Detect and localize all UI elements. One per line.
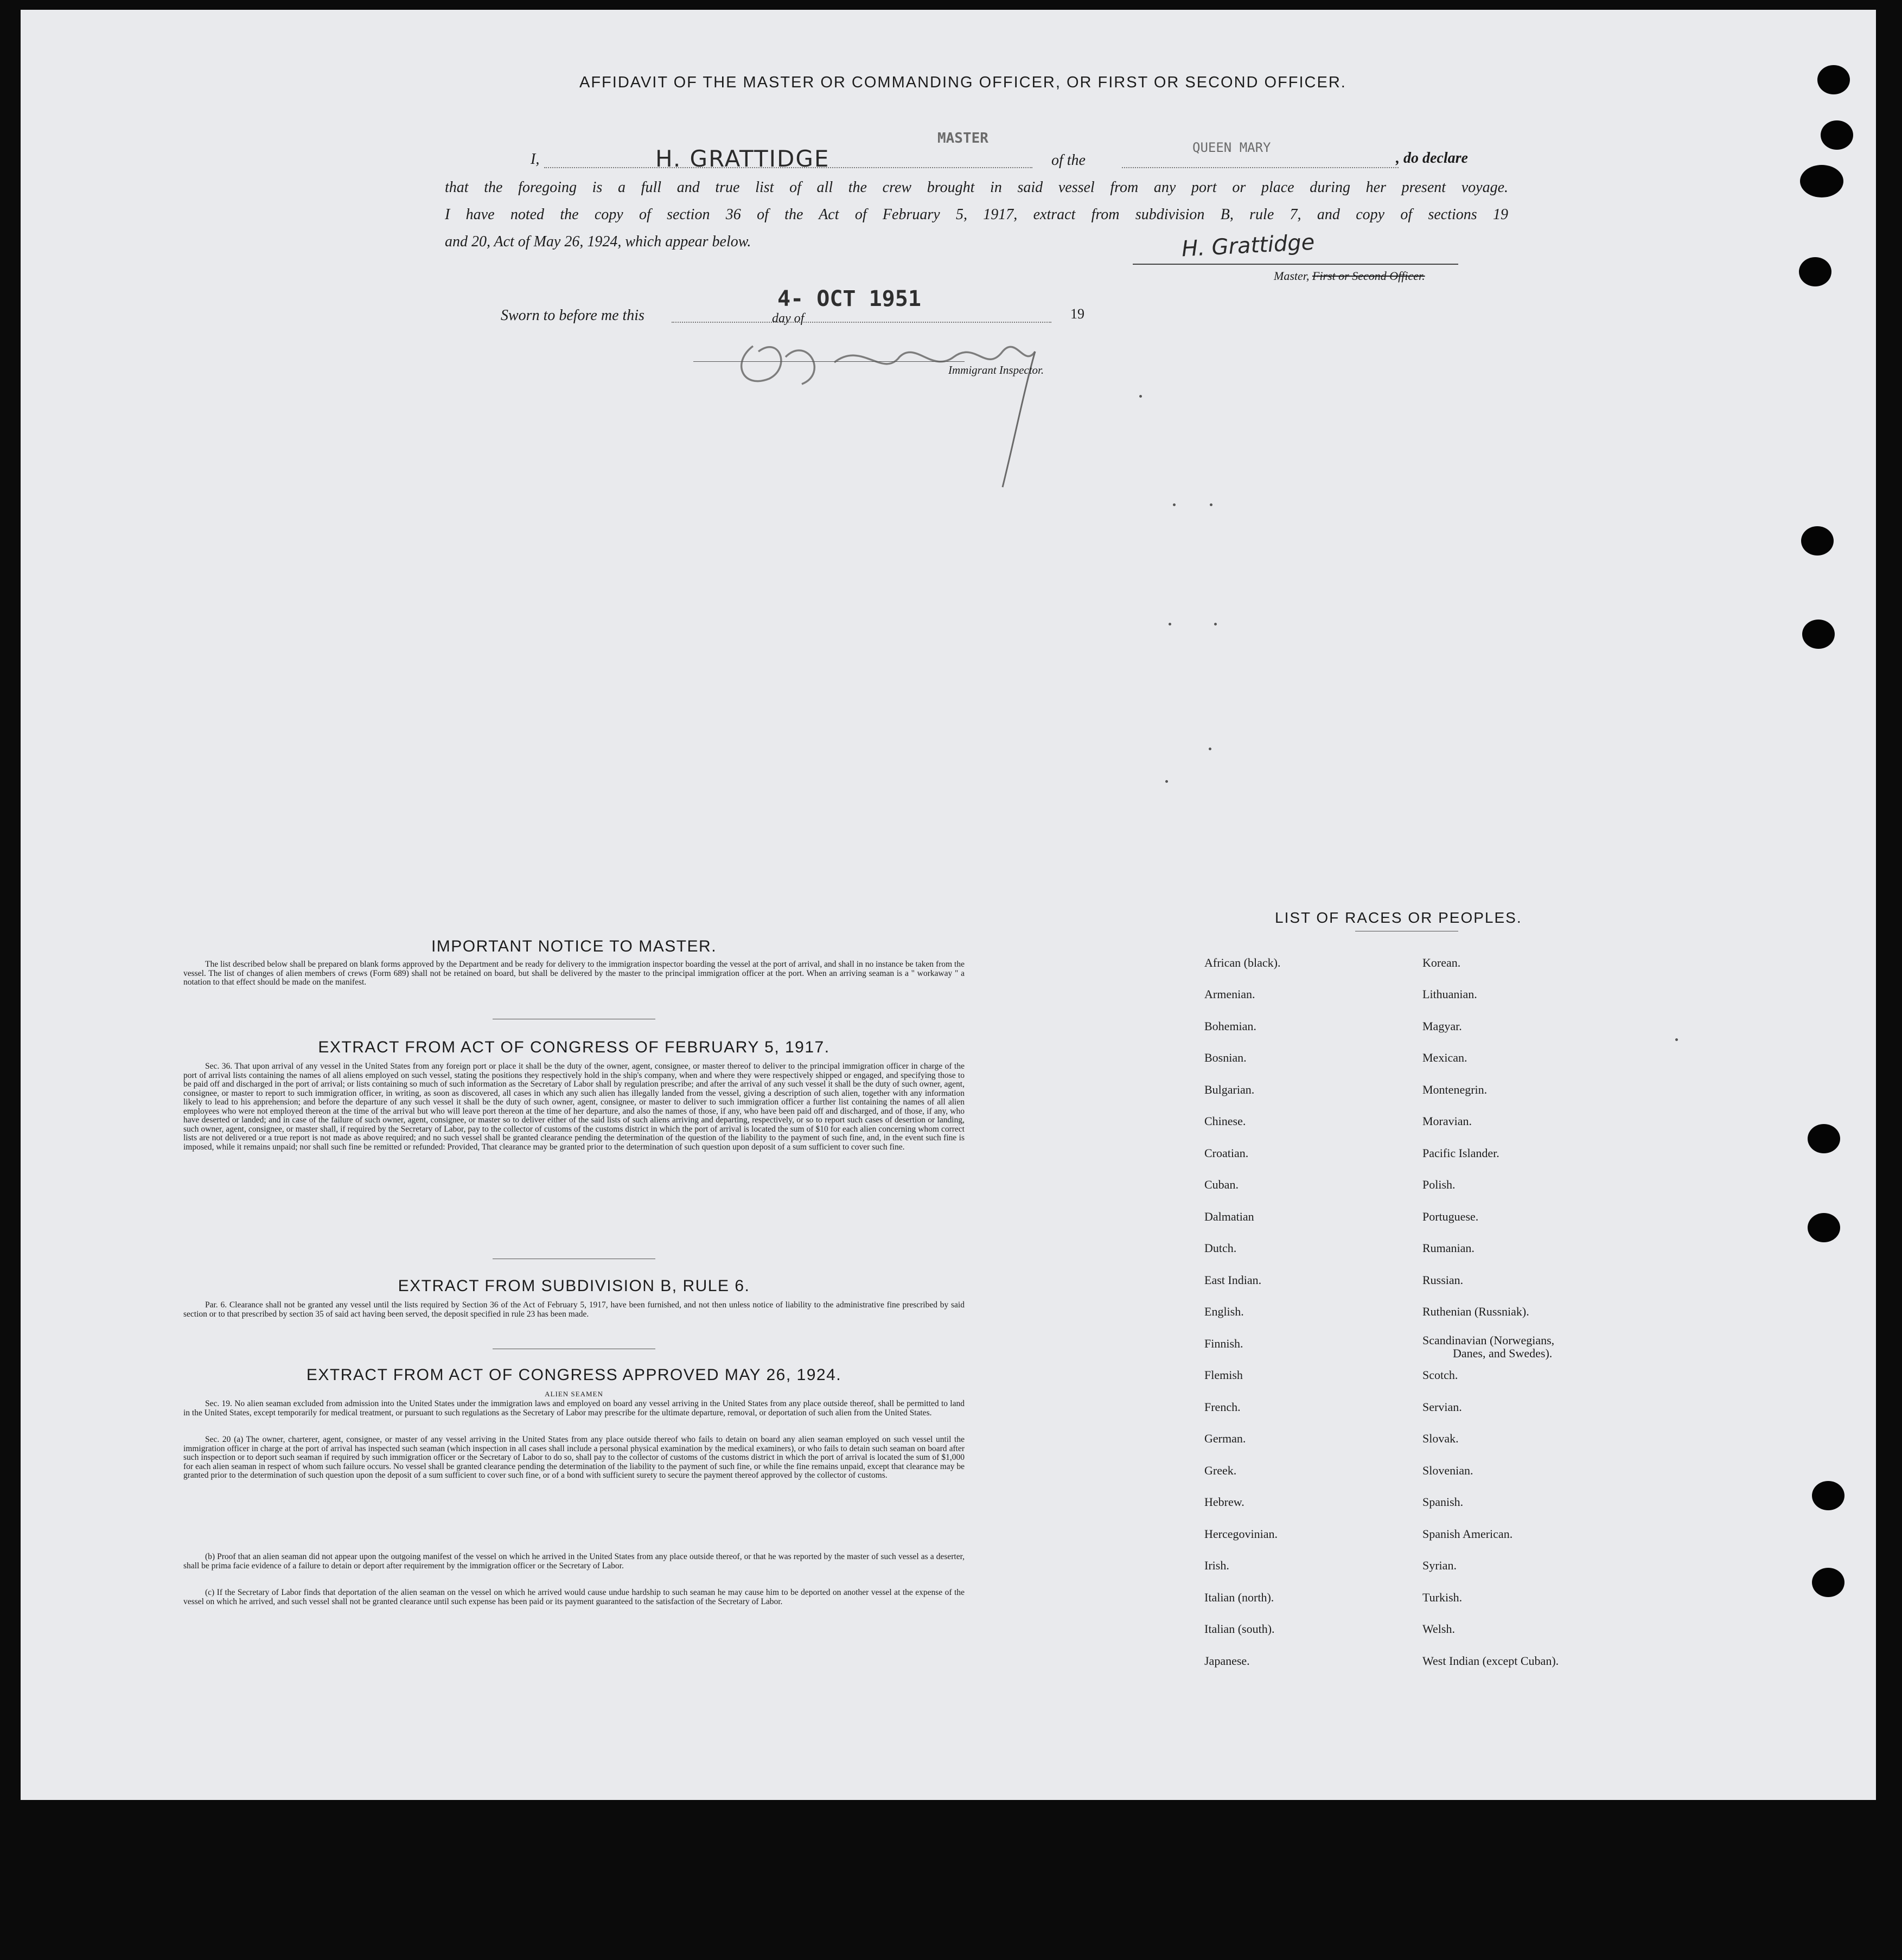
race-left-9: Dutch. — [1204, 1241, 1237, 1255]
race-right-16: Slovenian. — [1422, 1464, 1473, 1477]
scan-speck — [1210, 503, 1212, 506]
race-left-6: Croatian. — [1204, 1146, 1249, 1160]
race-right-4: Montenegrin. — [1422, 1083, 1488, 1096]
master-name: H. GRATTIDGE — [655, 145, 830, 172]
signature-line — [1133, 264, 1458, 265]
affidavit-title: AFFIDAVIT OF THE MASTER OR COMMANDING OFFICER, OR FIRST OR SECOND OFFICER. — [579, 74, 1346, 91]
race-right-20: Turkish. — [1422, 1591, 1463, 1604]
race-left-0: African (black). — [1204, 956, 1281, 969]
punch-hole — [1800, 165, 1843, 197]
affidavit-body-line-1: that the foregoing is a full and true list of all the crew brought in said vessel from any port or place during her present voyage. — [445, 179, 1508, 196]
race-right-3: Mexican. — [1422, 1051, 1467, 1064]
race-right-13: Scotch. — [1422, 1368, 1458, 1382]
subdivision-text: Par. 6. Clearance shall not be granted any vessel until the lists required by Section 36 of the Act of February 5, 1917, have been furnished, and not then unless notice of liability to the administrative fine prescribed by said section or to that prescribed by section 35 of said act having been served, the deposit specified in rule 23 has been made. — [183, 1300, 965, 1319]
race-left-1: Armenian. — [1204, 987, 1255, 1001]
race-right-15: Slovak. — [1422, 1432, 1459, 1445]
document-page — [21, 10, 1876, 1800]
race-right-19: Syrian. — [1422, 1559, 1457, 1572]
race-left-4: Bulgarian. — [1204, 1083, 1255, 1096]
race-left-7: Cuban. — [1204, 1178, 1239, 1191]
sworn-label: Sworn to before me this — [501, 307, 644, 324]
signature-caption — [1274, 269, 1425, 283]
race-right-7: Polish. — [1422, 1178, 1456, 1191]
notice-text: The list described below shall be prepared on blank forms approved by the Department and be ready for delivery to the immigration inspector boarding the vessel at the port of arrival, and shall in no instance be taken from the vessel. The list of changes of alien members of crews (Form 689) shall not be retained on board, but shall be delivered by the master to the principal immigration officer at the port. When an arriving seaman is a " workaway " a notation to that effect should be made on the manifest. — [183, 960, 965, 987]
punch-hole — [1812, 1568, 1844, 1597]
race-left-11: English. — [1204, 1305, 1244, 1318]
extract-1917-title: EXTRACT FROM ACT OF CONGRESS OF FEBRUARY 5, 1917. — [318, 1038, 830, 1056]
race-left-15: German. — [1204, 1432, 1246, 1445]
punch-hole — [1802, 620, 1835, 649]
scan-speck — [1173, 503, 1176, 506]
sec-20b-text: (b) Proof that an alien seaman did not appear upon the outgoing manifest of the vessel on which he arrived in the United States from any place outside thereof, or that he was reported by the master of such vessel as a deserter, shall be prima facie evidence of a failure to detain or deport after requirement by the immigration officer or the Secretary of Labor. — [183, 1552, 965, 1570]
scan-speck — [1214, 623, 1217, 625]
subdivision-title: EXTRACT FROM SUBDIVISION B, RULE 6. — [398, 1277, 750, 1295]
race-right-8: Portuguese. — [1422, 1210, 1479, 1223]
race-left-18: Hercegovinian. — [1204, 1527, 1278, 1541]
extract-1924-subtitle: ALIEN SEAMEN — [545, 1390, 603, 1398]
sec-20c-text: (c) If the Secretary of Labor finds that deportation of the alien seaman on the vessel on which he arrived would cause undue hardship to such seaman he may cause him to be deported on another vessel at the expense of the vessel on which he arrived, and such vessel shall not be granted clearance until such expense has been paid or its payment guaranteed to the satisfaction of the Secretary of Labor. — [183, 1588, 965, 1606]
notice-title: IMPORTANT NOTICE TO MASTER. — [431, 937, 717, 955]
race-right-21: Welsh. — [1422, 1622, 1455, 1636]
affidavit-i-label: I, — [531, 151, 540, 168]
race-left-5: Chinese. — [1204, 1114, 1246, 1128]
caption-master: Master, — [1274, 269, 1310, 283]
inspector-signature-line — [693, 361, 965, 362]
affidavit-body-line-2: I have noted the copy of section 36 of the Act of February 5, 1917, extract from subdivision B, rule 7, and copy of sections 19 — [445, 206, 1508, 223]
race-right-12: Scandinavian (Norwegians, — [1422, 1333, 1555, 1347]
race-right-2: Magyar. — [1422, 1019, 1462, 1033]
sec-20a-text: Sec. 20 (a) The owner, charterer, agent, consignee, or master of any vessel arriving in the United States from any place outside thereof who fails to detain on board any alien seaman employed on such vessel until the immigration officer in charge at the port of arrival has inspected such seaman (which inspection in all cases shall include a personal physical examination by the medical examiners), or who fails to detain such seaman on board after such inspection or to deport such seaman if required by such immigration officer or the Secretary of Labor to do so, shall pay to the collector of customs of the customs district in which the port of arrival is located the sum of $1,000 for each alien seaman in respect of whom such failure occurs. No vessel shall be granted clearance pending the determination of the liability to the payment of such fine, or while the fine remains unpaid, except that clearance may be granted prior to the determination of such question upon the deposit of a sum sufficient to cover such fine, or of a bond with sufficient surety to secure the payment thereof approved by the collector of customs. — [183, 1435, 965, 1480]
race-right-11: Ruthenian (Russniak). — [1422, 1305, 1529, 1318]
race-left-12: Finnish. — [1204, 1337, 1243, 1350]
scan-speck — [1169, 623, 1171, 625]
day-of-label: day of — [772, 311, 805, 325]
vessel-name: QUEEN MARY — [1192, 140, 1271, 155]
race-left-14: French. — [1204, 1400, 1241, 1414]
scan-speck — [1209, 748, 1211, 750]
race-left-22: Japanese. — [1204, 1654, 1250, 1668]
year-prefix: 19 — [1070, 306, 1084, 322]
race-left-19: Irish. — [1204, 1559, 1229, 1572]
race-right-10: Russian. — [1422, 1273, 1464, 1287]
vessel-name-line — [1122, 167, 1399, 168]
race-right-0: Korean. — [1422, 956, 1461, 969]
race-right-22: West Indian (except Cuban). — [1422, 1654, 1559, 1668]
sworn-date-stamp: 4- OCT 1951 — [777, 286, 921, 311]
race-right-6: Pacific Islander. — [1422, 1146, 1499, 1160]
race-right-18: Spanish American. — [1422, 1527, 1513, 1541]
punch-hole — [1808, 1213, 1840, 1242]
inspector-caption: Immigrant Inspector. — [948, 363, 1044, 376]
race-left-3: Bosnian. — [1204, 1051, 1247, 1064]
race-right-9: Rumanian. — [1422, 1241, 1475, 1255]
scan-speck — [1675, 1038, 1678, 1041]
race-left-20: Italian (north). — [1204, 1591, 1274, 1604]
extract-1917-text: Sec. 36. That upon arrival of any vessel in the United States from any foreign port or place it shall be the duty of the owner, agent, consignee, or master thereof to deliver to the principal immigration officer in charge of the port of arrival lists containing the names of all aliens employed on such vessel, stating the positions they respectively hold in the ship's company, when and where they were respectively shipped or engaged, and specifying those to be paid off and discharged in the port of arrival; or lists containing so much of such information as the Secretary of Labor shall by regulation prescribe; and after the arrival of any such vessel it shall be the duty of such owner, agent, consignee, or master to report to such immigration officer, in writing, as soon as discovered, all cases in which any such alien has illegally landed from the vessel, giving a description of such alien, together with any information likely to lead to his apprehension; and before the departure of any such vessel it shall be the duty of such owner, agent, consignee, or master to deliver to such immigration officer a further list containing the names of all alien employees who were not employed thereon at the time of the arrival but who will leave port thereon at the time of her departure, and also the names of those, if any, who have been paid off and discharged, and of those, if any, who have deserted or landed; and in case of the failure of such owner, agent, consignee, or master so to deliver either of the said lists of such aliens arriving and departing, respectively, or so to report such cases of desertion or landing, such owner, agent, consignee, or master shall, if required by the Secretary of Labor, pay to the collector of customs of the customs district in which the port of arrival is located the sum of $10 for each alien concerning whom correct lists are not delivered or a true report is not made as above required; and no such vessel shall be granted clearance pending the determination of the question of the liability to the payment of such fine, and, in the event such fine is imposed, while it remains unpaid; nor shall such fine be remitted or refunded: Provided, That clearance may be granted prior to the determination of such question upon deposit of a sum sufficient to cover such fine. — [183, 1062, 965, 1152]
race-left-10: East Indian. — [1204, 1273, 1262, 1287]
race-left-13: Flemish — [1204, 1368, 1243, 1382]
races-title: LIST OF RACES OR PEOPLES. — [1275, 909, 1522, 926]
race-left-2: Bohemian. — [1204, 1019, 1256, 1033]
of-the-label: of the — [1051, 152, 1086, 169]
race-right-14: Servian. — [1422, 1400, 1462, 1414]
race-left-16: Greek. — [1204, 1464, 1237, 1477]
inspector-signature — [720, 303, 1100, 498]
do-declare-label: , do declare — [1396, 150, 1468, 167]
punch-hole — [1801, 526, 1834, 556]
race-left-17: Hebrew. — [1204, 1495, 1244, 1509]
race-right-1: Lithuanian. — [1422, 987, 1477, 1001]
punch-hole — [1799, 257, 1831, 286]
race-left-21: Italian (south). — [1204, 1622, 1275, 1636]
rank-stamp: MASTER — [937, 130, 988, 146]
scan-speck — [1139, 395, 1142, 398]
race-right-17: Spanish. — [1422, 1495, 1464, 1509]
race-right-5: Moravian. — [1422, 1114, 1472, 1128]
race-right-12-cont: Danes, and Swedes). — [1453, 1346, 1553, 1360]
scan-speck — [1165, 780, 1168, 783]
master-signature: H. Grattidge — [1180, 229, 1316, 262]
affidavit-body-line-3: and 20, Act of May 26, 1924, which appear below. — [445, 233, 751, 250]
sec-19-text: Sec. 19. No alien seaman excluded from admission into the United States under the immigration laws and employed on board any vessel arriving in the United States from any place outside thereof, shall be permitted to land in the United States, except temporarily for medical treatment, or pursuant to such regulations as the Secretary of Labor may prescribe for the ultimate departure, removal, or deportation of such alien from the United States. — [183, 1399, 965, 1418]
race-left-8: Dalmatian — [1204, 1210, 1254, 1223]
punch-hole — [1821, 120, 1853, 150]
extract-1924-title: EXTRACT FROM ACT OF CONGRESS APPROVED MAY 26, 1924. — [306, 1366, 842, 1384]
caption-struck-officer: First or Second Officer. — [1312, 269, 1425, 283]
punch-hole — [1817, 65, 1850, 94]
punch-hole — [1808, 1124, 1840, 1153]
punch-hole — [1812, 1481, 1844, 1510]
